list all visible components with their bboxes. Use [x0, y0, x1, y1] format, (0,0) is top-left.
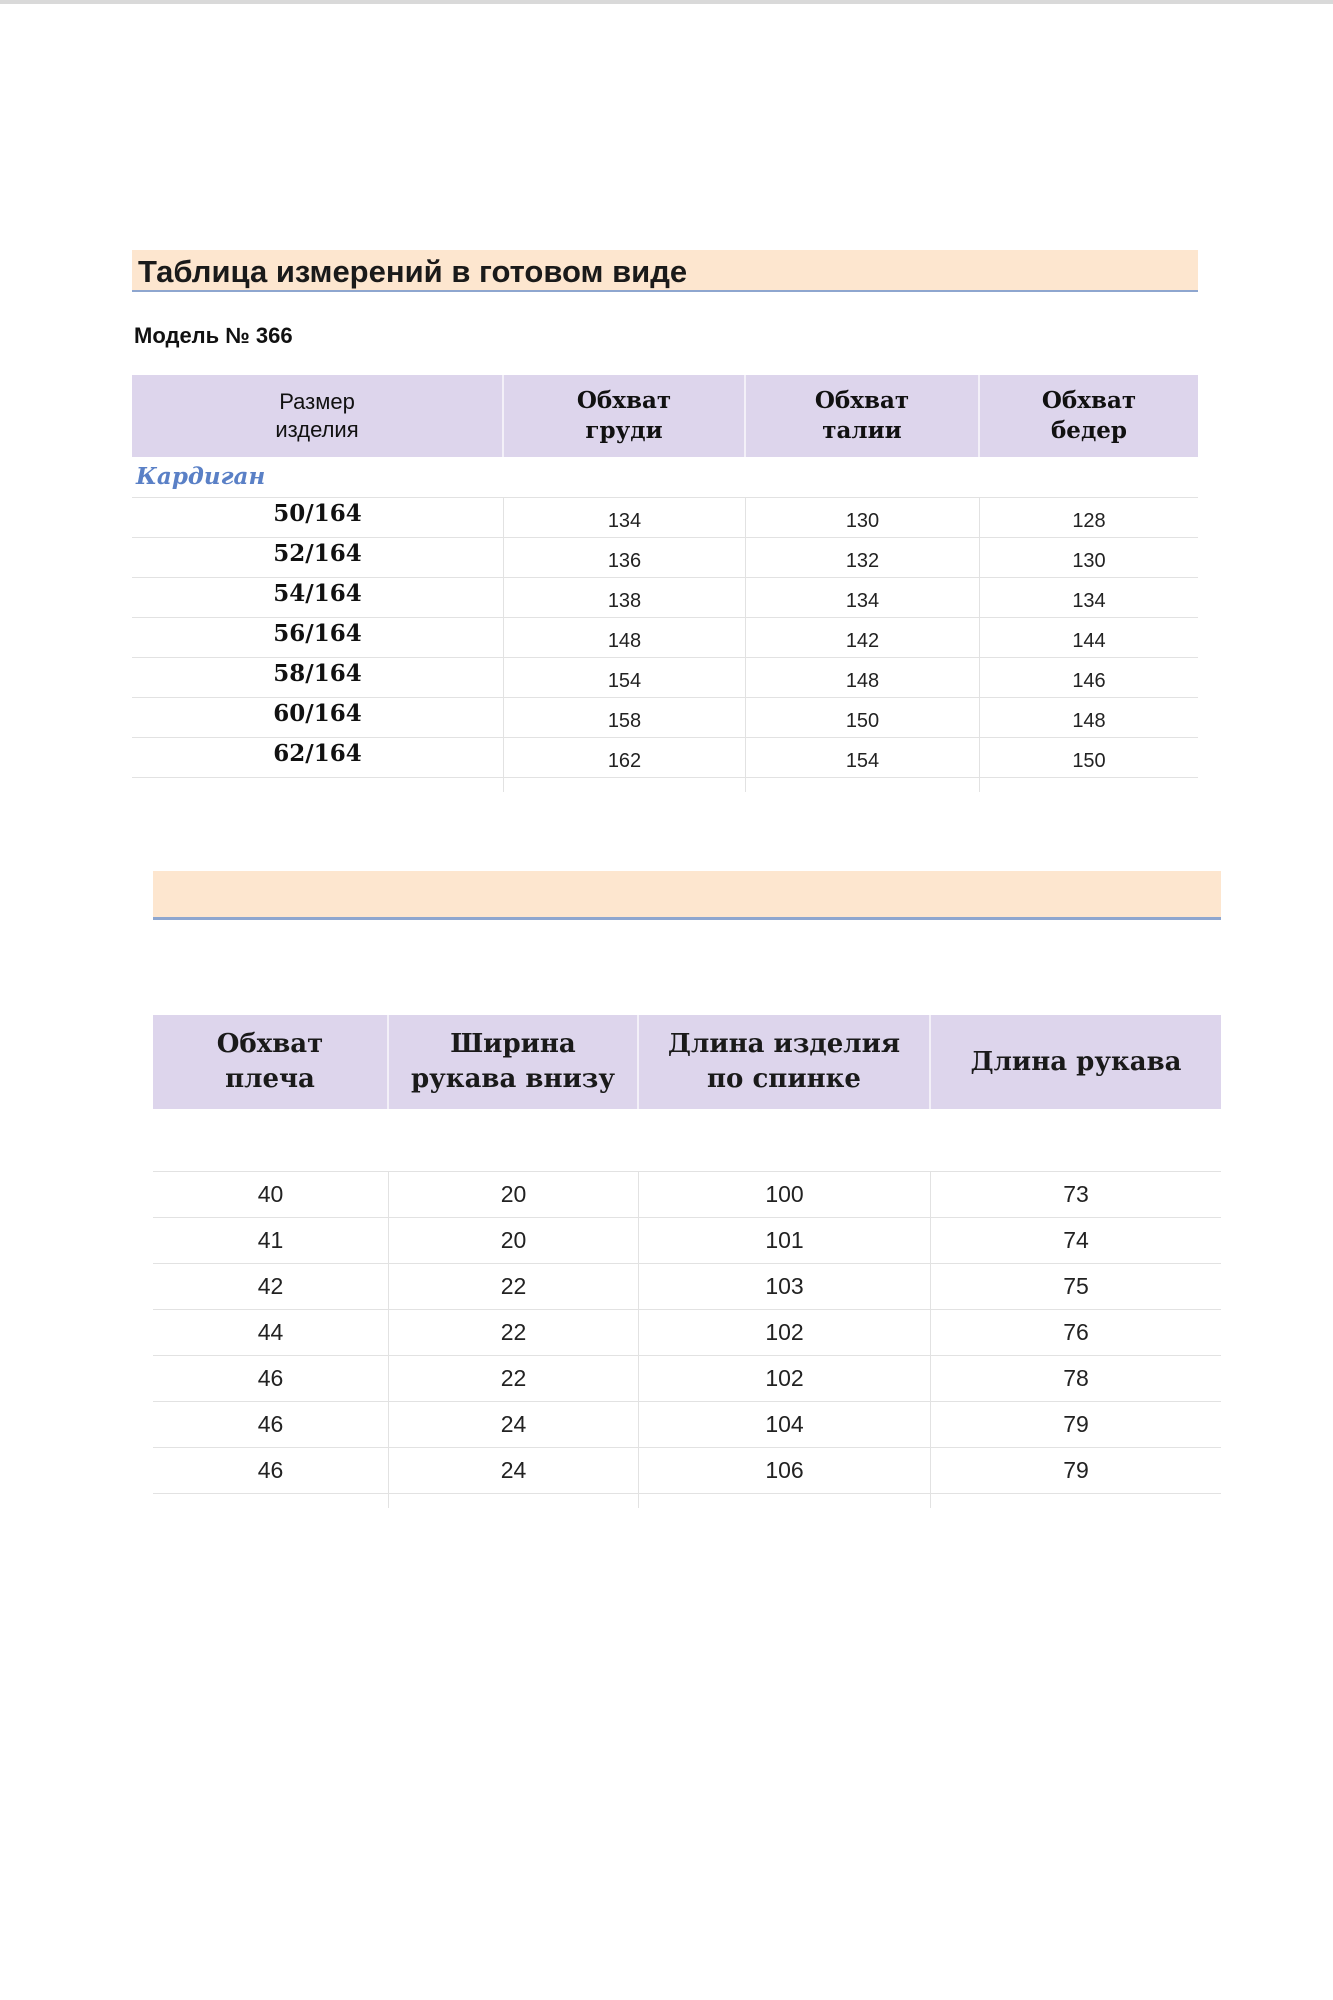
header-hips-line-2: бедер — [1050, 417, 1127, 444]
hips-cell: 134 — [1072, 590, 1106, 612]
sleeve-length-cell: 78 — [1063, 1365, 1089, 1391]
header-back-length-line-1: Длина изделия — [667, 1029, 901, 1059]
back-length-cell: 102 — [639, 1356, 931, 1401]
title-banner — [132, 250, 1198, 292]
header-hips-line-1: Обхват — [1041, 387, 1137, 414]
measurements-table-1 — [132, 375, 1198, 792]
sleeve-width-cell: 24 — [389, 1402, 639, 1447]
shoulder-cell: 42 — [153, 1264, 389, 1309]
sleeve-width-cell: 24 — [389, 1448, 639, 1493]
measurements-table-2 — [153, 1015, 1221, 1508]
hips-cell: 146 — [1072, 670, 1106, 692]
section-label-cardigan: Кардиган — [136, 463, 266, 490]
model-number: Модель № 366 — [134, 323, 293, 348]
table-1-cut-row — [132, 777, 1198, 792]
shoulder-cell: 40 — [153, 1172, 389, 1217]
size-cell: 54/164 — [132, 578, 504, 617]
sleeve-width-cell: 22 — [389, 1310, 639, 1355]
top-border — [0, 0, 1333, 4]
table-row — [132, 617, 1198, 657]
hips-cell: 130 — [1072, 550, 1106, 572]
shoulder-cell: 46 — [153, 1402, 389, 1447]
waist-cell: 154 — [746, 738, 980, 777]
table-row — [153, 1355, 1221, 1401]
table-row — [153, 1217, 1221, 1263]
header-waist-line-1: Обхват — [814, 387, 910, 414]
header-sleeve-length-line-1: Длина рукава — [970, 1046, 1182, 1077]
back-length-cell: 101 — [639, 1218, 931, 1263]
table-row — [153, 1447, 1221, 1493]
hips-cell: 144 — [1072, 630, 1106, 652]
table-row — [132, 737, 1198, 777]
table-row — [132, 537, 1198, 577]
size-cell: 56/164 — [132, 618, 504, 657]
back-length-cell: 102 — [639, 1310, 931, 1355]
sleeve-length-cell: 75 — [1063, 1273, 1089, 1299]
shoulder-cell: 46 — [153, 1356, 389, 1401]
sleeve-width-cell: 20 — [389, 1172, 639, 1217]
table-2-body — [153, 1171, 1221, 1493]
sleeve-length-cell: 73 — [1063, 1181, 1089, 1207]
header-waist — [746, 375, 980, 457]
chest-cell: 134 — [504, 498, 746, 537]
section-2-banner — [153, 871, 1221, 920]
sleeve-length-cell: 76 — [1063, 1319, 1089, 1345]
sleeve-width-cell: 20 — [389, 1218, 639, 1263]
table-2-cut-row — [153, 1493, 1221, 1508]
table-row — [132, 577, 1198, 617]
header-shoulder-line-2: плеча — [225, 1064, 315, 1094]
sleeve-length-cell: 79 — [1063, 1411, 1089, 1437]
header-hips — [980, 375, 1198, 457]
waist-cell: 130 — [746, 498, 980, 537]
header-sleeve-width-line-2: рукава внизу — [410, 1064, 616, 1094]
header-size — [132, 375, 504, 457]
chest-cell: 162 — [504, 738, 746, 777]
chest-cell: 136 — [504, 538, 746, 577]
chest-cell: 148 — [504, 618, 746, 657]
hips-cell: 150 — [1072, 750, 1106, 772]
back-length-cell: 104 — [639, 1402, 931, 1447]
header-shoulder — [153, 1015, 389, 1109]
header-chest — [504, 375, 746, 457]
table-row — [153, 1171, 1221, 1217]
header-chest-line-2: груди — [585, 417, 663, 444]
table-2-spacer — [153, 1109, 1221, 1171]
waist-cell: 134 — [746, 578, 980, 617]
header-waist-line-2: талии — [822, 417, 902, 444]
hips-cell: 148 — [1072, 710, 1106, 732]
table-1-header — [132, 375, 1198, 457]
table-2-header — [153, 1015, 1221, 1109]
shoulder-cell: 44 — [153, 1310, 389, 1355]
shoulder-cell: 46 — [153, 1448, 389, 1493]
header-sleeve-length — [931, 1015, 1221, 1109]
size-cell: 62/164 — [132, 738, 504, 777]
waist-cell: 132 — [746, 538, 980, 577]
shoulder-cell: 41 — [153, 1218, 389, 1263]
table-1-body — [132, 497, 1198, 777]
back-length-cell: 103 — [639, 1264, 931, 1309]
sleeve-length-cell: 74 — [1063, 1227, 1089, 1253]
table-row — [132, 697, 1198, 737]
table-row — [132, 497, 1198, 537]
header-size-line-1: Размер — [279, 389, 355, 414]
table-row — [132, 657, 1198, 697]
sleeve-width-cell: 22 — [389, 1356, 639, 1401]
waist-cell: 150 — [746, 698, 980, 737]
header-shoulder-line-1: Обхват — [216, 1029, 324, 1059]
size-cell: 58/164 — [132, 658, 504, 697]
sleeve-length-cell: 79 — [1063, 1457, 1089, 1483]
back-length-cell: 100 — [639, 1172, 931, 1217]
page-title: Таблица измерений в готовом виде — [138, 254, 688, 289]
size-cell: 60/164 — [132, 698, 504, 737]
back-length-cell: 106 — [639, 1448, 931, 1493]
table-row — [153, 1309, 1221, 1355]
sleeve-width-cell: 22 — [389, 1264, 639, 1309]
header-chest-line-1: Обхват — [576, 387, 672, 414]
chest-cell: 138 — [504, 578, 746, 617]
waist-cell: 142 — [746, 618, 980, 657]
chest-cell: 158 — [504, 698, 746, 737]
waist-cell: 148 — [746, 658, 980, 697]
size-cell: 50/164 — [132, 498, 504, 537]
header-back-length — [639, 1015, 931, 1109]
header-sleeve-width — [389, 1015, 639, 1109]
header-size-line-2: изделия — [275, 417, 359, 442]
hips-cell: 128 — [1072, 510, 1106, 532]
header-sleeve-width-line-1: Ширина — [450, 1029, 576, 1059]
chest-cell: 154 — [504, 658, 746, 697]
header-back-length-line-2: по спинке — [707, 1064, 861, 1094]
size-cell: 52/164 — [132, 538, 504, 577]
table-row — [153, 1401, 1221, 1447]
table-row — [153, 1263, 1221, 1309]
